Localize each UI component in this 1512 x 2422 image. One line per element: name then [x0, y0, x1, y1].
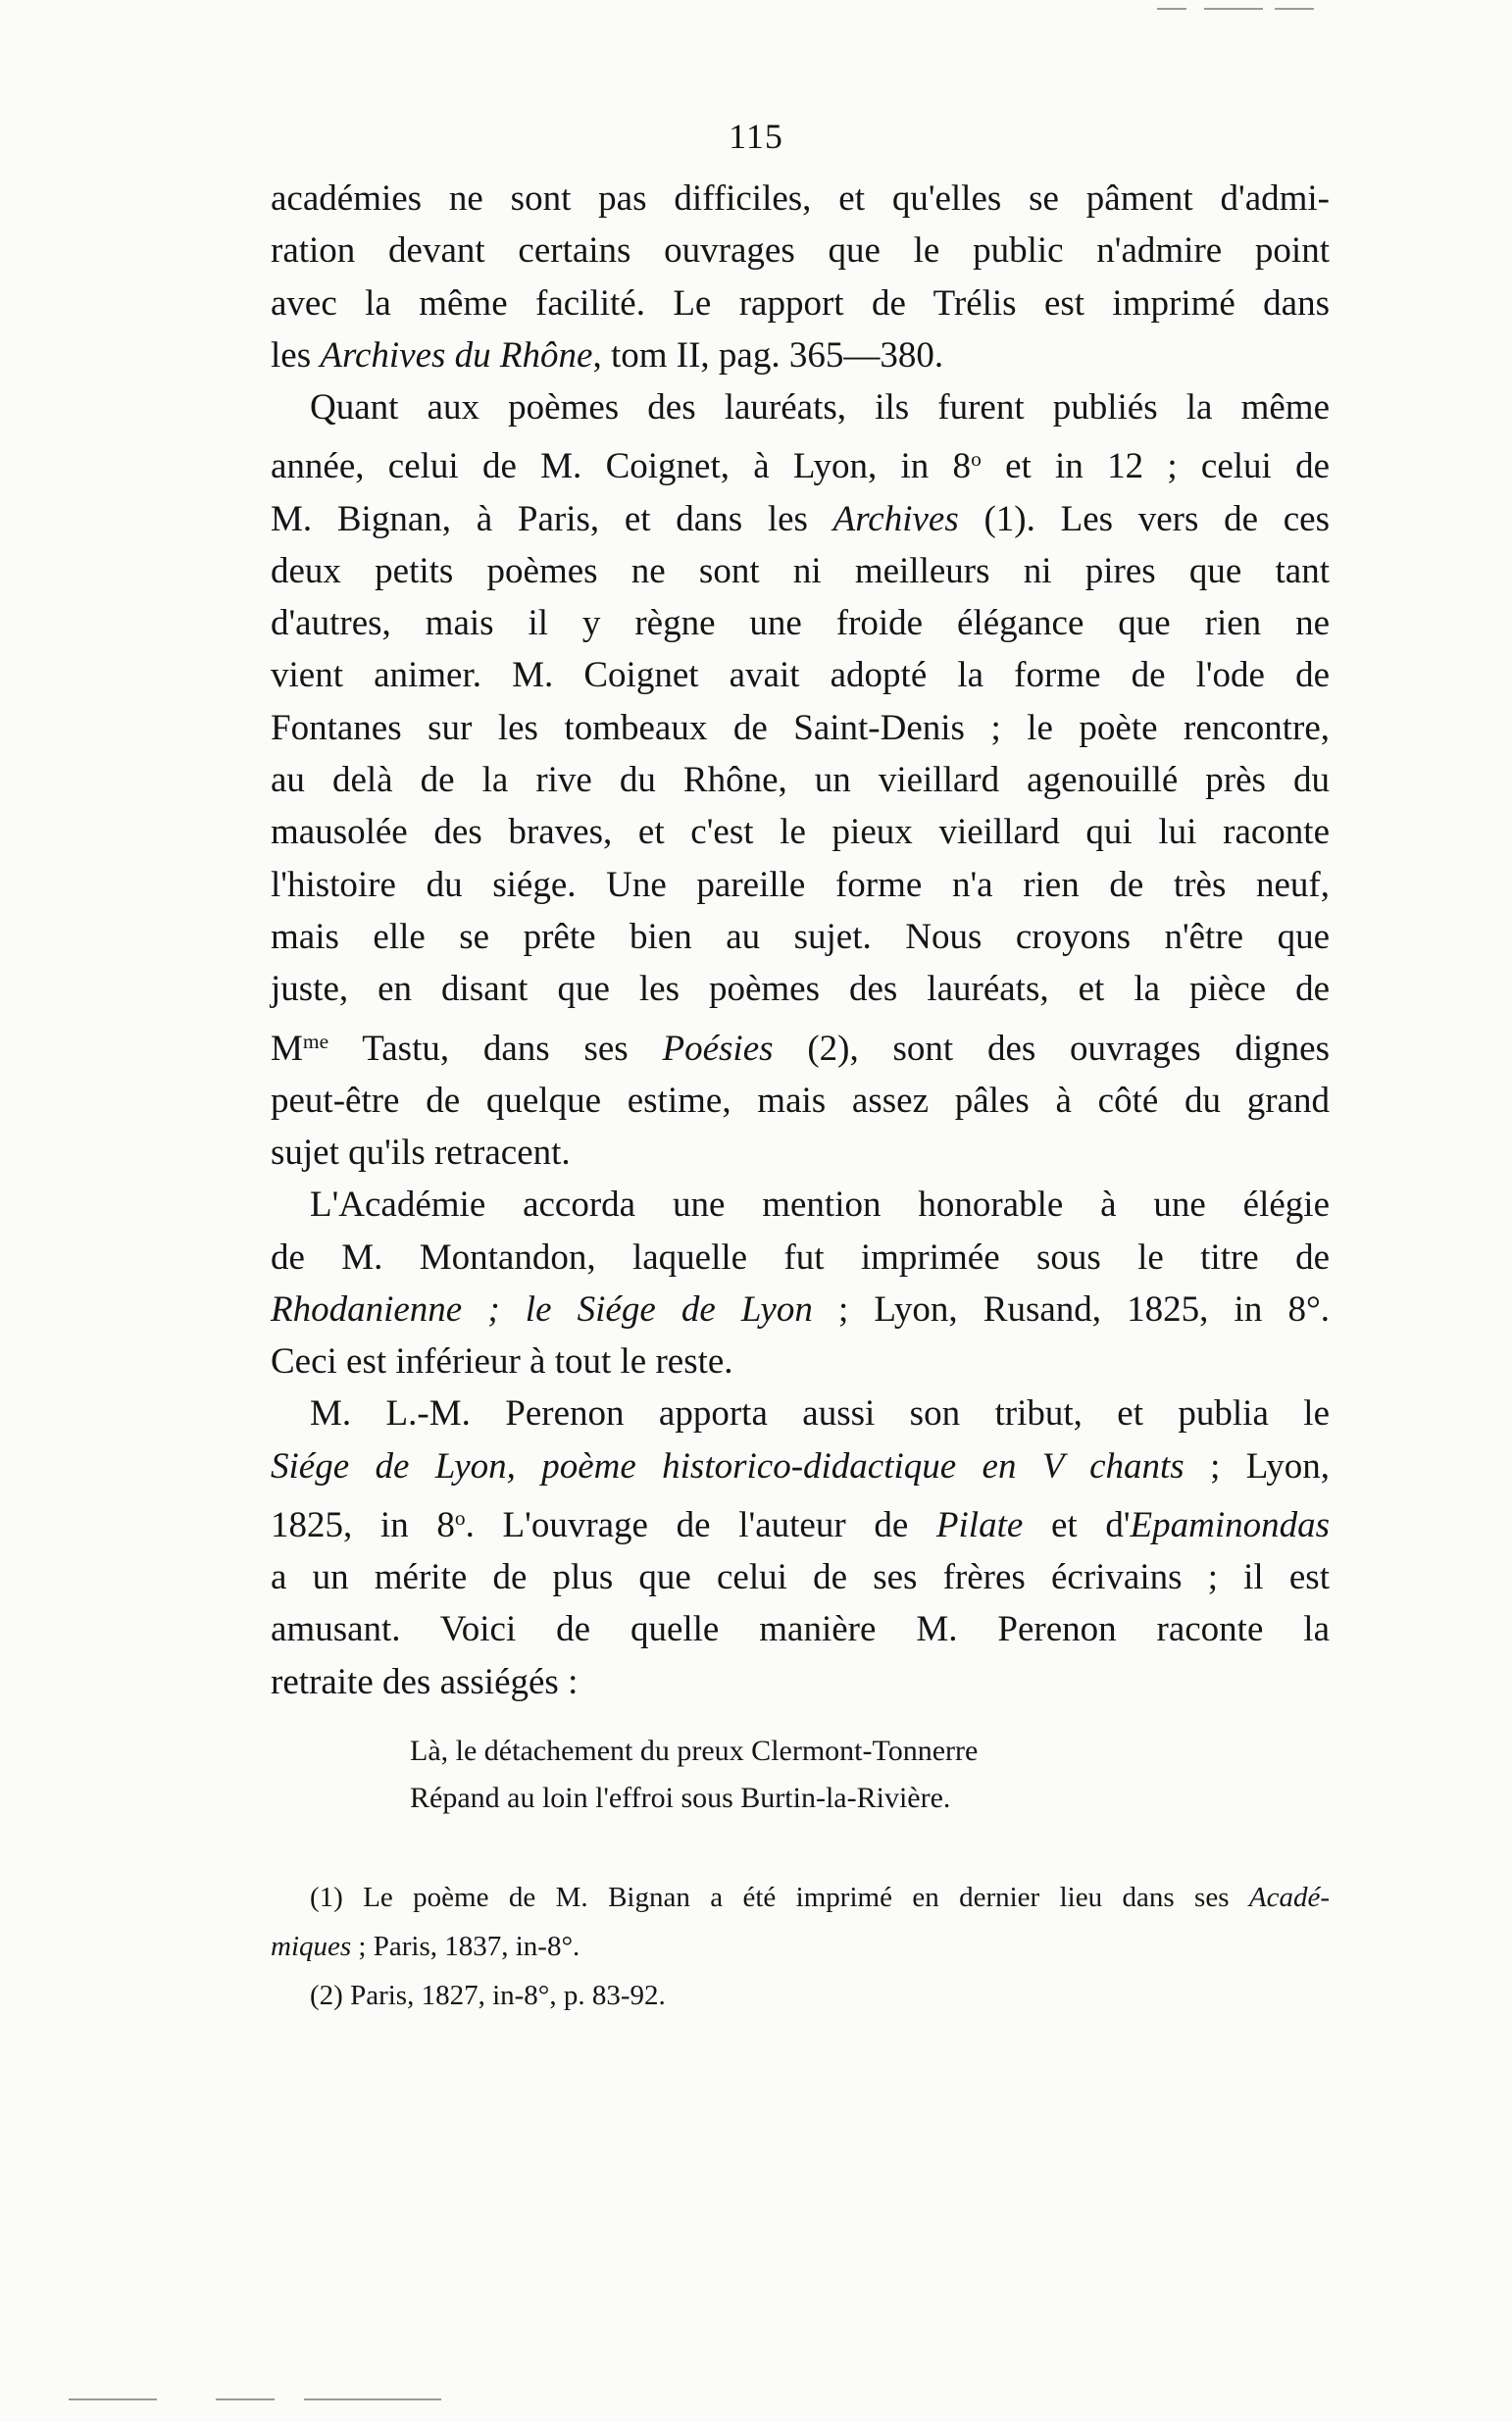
paragraph — [271, 1179, 1330, 1388]
text-line: année, celui de M. Coignet, à Lyon, in 8$^o$ et in 12 ; celui de — [271, 446, 1330, 487]
footnote-line: (1) Le poème de M. Bignan a été imprimé en dernier lieu dans ses Acadé- — [310, 1882, 1330, 1913]
verse-line: Là, le détachement du preux Clermont-Tonnerre — [410, 1735, 979, 1767]
text-line: vient animer. M. Coignet avait adopté la forme de l'ode de — [271, 655, 1330, 696]
paragraph — [271, 381, 1330, 1179]
text-line: académies ne sont pas difficiles, et qu'elles se pâment d'admi- — [271, 178, 1330, 219]
text-line: Ceci est inférieur à tout le reste. — [271, 1341, 733, 1383]
text-line: a un mérite de plus que celui de ses frères écrivains ; il est — [271, 1557, 1330, 1598]
footnote-line: miques ; Paris, 1837, in-8°. — [271, 1931, 580, 1962]
verse-line: Répand au loin l'effroi sous Burtin-la-Rivière. — [410, 1782, 951, 1814]
text-line: l'histoire du siége. Une pareille forme n'a rien de très neuf, — [271, 864, 1330, 905]
text-line: avec la même facilité. Le rapport de Trélis est imprimé dans — [271, 282, 1330, 324]
text-line: $M^{me}$ Tastu, dans ses Poésies (2), sont des ouvrages dignes — [271, 1028, 1330, 1069]
text-line: au delà de la rive du Rhône, un vieillard agenouillé près du — [271, 760, 1330, 801]
text-line: amusant. Voici de quelle manière M. Perenon raconte la — [271, 1609, 1330, 1650]
scan-mark — [69, 2398, 157, 2400]
text-line: M. Bignan, à Paris, et dans les Archives (1). Les vers de ces — [271, 498, 1331, 539]
verse-quote — [410, 1728, 978, 1822]
paragraph — [271, 1388, 1330, 1708]
text-line: Siége de Lyon, poème historico-didactique en V chants ; Lyon, — [271, 1445, 1331, 1487]
text-line: les Archives du Rhône, tom II, pag. 365—380. — [271, 334, 944, 376]
text-line: Rhodanienne ; le Siége de Lyon ; Lyon, Rusand, 1825, in 8°. — [271, 1288, 1330, 1330]
text-line: Fontanes sur les tombeaux de Saint-Denis ; le poète rencontre, — [271, 707, 1330, 748]
text-line: ration devant certains ouvrages que le public n'admire point — [271, 230, 1330, 272]
text-line: de M. Montandon, laquelle fut imprimée sous le titre de — [271, 1236, 1330, 1278]
text-line: peut-être de quelque estime, mais assez pâles à côté du grand — [271, 1080, 1330, 1121]
text-line: mausolée des braves, et c'est le pieux vieillard qui lui raconte — [271, 812, 1330, 853]
footnotes — [271, 1873, 1330, 2020]
text-line: juste, en disant que les poèmes des lauréats, et la pièce de — [271, 969, 1330, 1010]
scan-mark — [304, 2398, 441, 2400]
scan-mark — [1204, 8, 1263, 10]
text-line: Quant aux poèmes des lauréats, ils furent publiés la même — [310, 387, 1330, 429]
text-line: 1825, in 8$^o$. L'ouvrage de l'auteur de Pilate et d'Epaminondas — [271, 1504, 1331, 1545]
text-line: M. L.-M. Perenon apporta aussi son tribut, et publia le — [310, 1393, 1330, 1435]
page-number: 115 — [729, 117, 783, 156]
scan-mark — [216, 2398, 275, 2400]
text-line: sujet qu'ils retracent. — [271, 1132, 571, 1173]
scan-mark — [1157, 8, 1186, 10]
body-text — [271, 173, 1330, 1708]
journal-title: Archives du Rhône — [320, 334, 593, 376]
text-line: d'autres, mais il y règne une froide élégance que rien ne — [271, 603, 1330, 644]
text-line: L'Académie accorda une mention honorable à une élégie — [310, 1185, 1330, 1226]
paragraph — [271, 173, 1330, 381]
scan-mark — [1275, 8, 1314, 10]
text-line: deux petits poèmes ne sont ni meilleurs ni pires que tant — [271, 550, 1330, 591]
text-line: mais elle se prête bien au sujet. Nous croyons n'être que — [271, 916, 1330, 957]
footnote-line: (2) Paris, 1827, in-8°, p. 83-92. — [310, 1980, 666, 2011]
text-line: retraite des assiégés : — [271, 1661, 579, 1702]
